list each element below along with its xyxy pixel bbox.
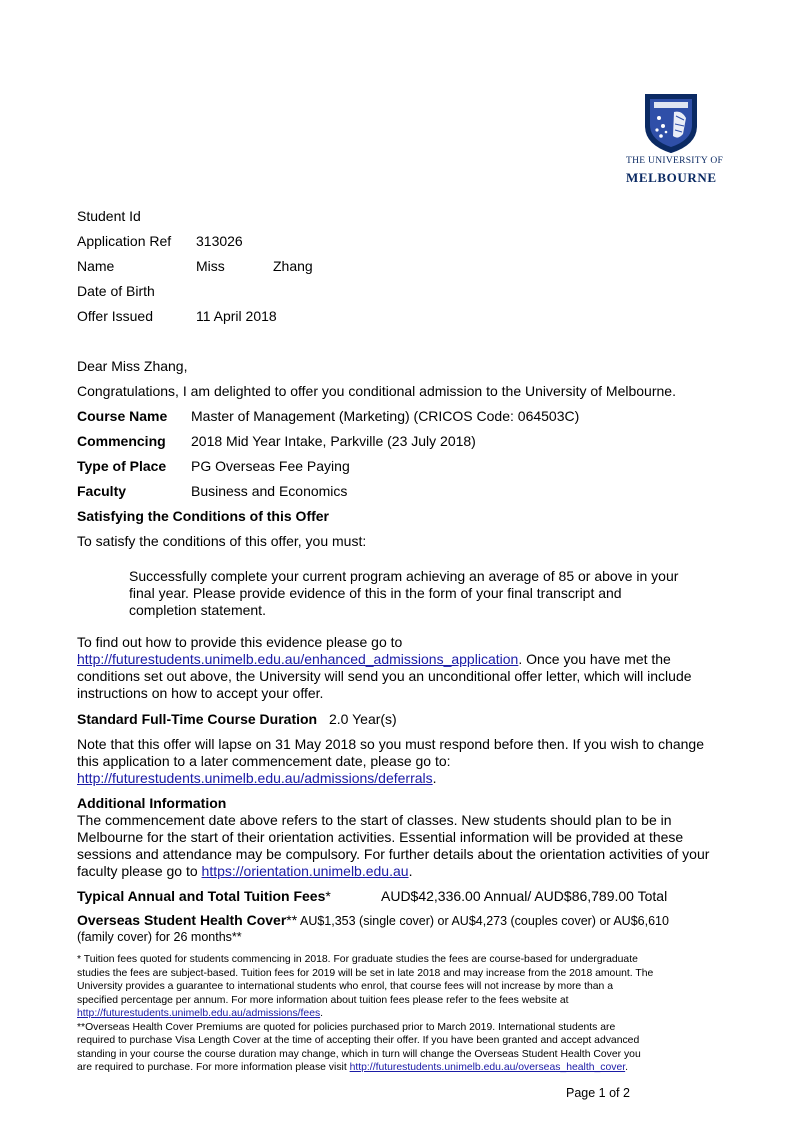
congratulations-text: Congratulations, I am delighted to offer you conditional admission to the University of Melbourne. <box>77 383 676 399</box>
evidence-line-3: conditions set out above, the University will send you an unconditional offer letter, which will include <box>77 668 692 684</box>
footnote-1-line-1: * Tuition fees quoted for students commencing in 2018. For graduate studies the fees are course-based for undergraduate <box>77 954 638 965</box>
additional-info-heading: Additional Information <box>77 795 227 811</box>
health-cover-link[interactable]: http://futurestudents.unimelb.edu.au/overseas_health_cover <box>349 1062 626 1073</box>
oshc-row <box>77 912 669 930</box>
footnote-1-line-3: University provides a guarantee to international students who enrol, that course fees will not increase by more than a <box>77 981 613 992</box>
oshc-line-2: (family cover) for 26 months** <box>77 930 242 944</box>
lapse-line-1: Note that this offer will lapse on 31 May 2018 so you must respond before then. If you wish to change <box>77 736 704 752</box>
lapse-line-3 <box>77 770 437 787</box>
tuition-fees-label: Typical Annual and Total Tuition Fees <box>77 888 326 904</box>
fees-link-suffix: . <box>320 1008 324 1019</box>
condition-line-2: final year. Please provide evidence of this in the form of your final transcript and <box>129 585 622 601</box>
duration-label: Standard Full-Time Course Duration <box>77 711 318 727</box>
duration-row <box>77 711 397 728</box>
additional-line-1: The commencement date above refers to the start of classes. New students should plan to be in <box>77 812 672 828</box>
conditions-heading: Satisfying the Conditions of this Offer <box>77 508 329 524</box>
footnote-1-line-4: specified percentage per annum. For more information about tuition fees please refer to the fees website at <box>77 994 569 1006</box>
additional-line-2: Melbourne for the start of their orientation activities. Essential information will be provided at these <box>77 829 684 845</box>
dob-label: Date of Birth <box>77 283 155 299</box>
additional-line-4-prefix: faculty please go to <box>77 863 202 879</box>
orientation-link[interactable]: https://orientation.unimelb.edu.au <box>201 863 409 879</box>
additional-line-3: sessions and attendance may be compulsory. For further details about the orientation activities of your <box>77 846 710 862</box>
evidence-line-2-rest: . Once you have met the <box>518 651 671 667</box>
footnote-2-line-1: **Overseas Health Cover Premiums are quoted for policies purchased prior to March 2019. International students are <box>77 1021 616 1033</box>
duration-value: 2.0 Year(s) <box>329 711 397 727</box>
student-id-label: Student Id <box>77 208 141 224</box>
type-of-place-value: PG Overseas Fee Paying <box>191 458 350 474</box>
offer-issued-label: Offer Issued <box>77 308 154 324</box>
tuition-fees-label-suffix: * <box>325 888 331 904</box>
logo-line1: THE UNIVERSITY OF <box>626 156 724 166</box>
condition-line-1: Successfully complete your current program achieving an average of 85 or above in your <box>129 568 679 584</box>
footnote-2-line-4 <box>77 1061 628 1075</box>
footnote-1-line-5 <box>77 1007 323 1021</box>
condition-line-3: completion statement. <box>129 602 266 618</box>
footnote-2-line-3: standing in your course the course duration may change, which in turn will change the Overseas Student Health Cover you <box>77 1048 641 1060</box>
lapse-line-2: this application to a later commencement date, please go to: <box>77 753 451 769</box>
orientation-link-suffix: . <box>408 863 413 879</box>
type-of-place-label: Type of Place <box>77 458 167 474</box>
footnote-2-line-2: required to purchase Visa Length Cover at the time of accepting their offer. If you have been granted and accept advanced <box>77 1035 640 1046</box>
fees-link[interactable]: http://futurestudents.unimelb.edu.au/admissions/fees <box>77 1008 321 1019</box>
offer-issued-value: 11 April 2018 <box>196 308 277 324</box>
additional-line-4 <box>77 863 412 880</box>
evidence-line-2 <box>77 651 671 668</box>
course-name-value: Master of Management (Marketing) (CRICOS Code: 064503C) <box>191 408 580 424</box>
page-number: Page 1 of 2 <box>566 1086 630 1100</box>
university-logo <box>622 92 722 188</box>
commencing-label: Commencing <box>77 433 166 449</box>
name-title: Miss <box>196 258 225 274</box>
oshc-label-suffix: ** <box>286 912 298 928</box>
faculty-label: Faculty <box>77 483 127 499</box>
crest-icon <box>642 92 700 154</box>
commencing-value: 2018 Mid Year Intake, Parkville (23 July 2018) <box>191 433 476 449</box>
application-ref-value: 313026 <box>196 233 243 249</box>
health-cover-link-suffix: . <box>625 1062 629 1073</box>
logo-line2: MELBOURNE <box>626 170 717 185</box>
name-surname: Zhang <box>273 258 313 274</box>
lapse-link-suffix: . <box>432 770 437 786</box>
tuition-fees-value: AUD$42,336.00 Annual/ AUD$86,789.00 Total <box>381 888 668 904</box>
name-label: Name <box>77 258 115 274</box>
deferrals-link[interactable]: http://futurestudents.unimelb.edu.au/admissions/deferrals <box>77 770 433 786</box>
application-ref-label: Application Ref <box>77 233 172 249</box>
conditions-intro: To satisfy the conditions of this offer, you must: <box>77 533 367 549</box>
faculty-value: Business and Economics <box>191 483 348 499</box>
footnote-1-line-2: studies the fees are subject-based. Tuition fees for 2019 will be set in late 2018 and may increase from the 2018 amount. The <box>77 967 654 979</box>
evidence-line-4: instructions on how to accept your offer. <box>77 685 324 701</box>
oshc-line-1: AU$1,353 (single cover) or AU$4,273 (couples cover) or AU$6,610 <box>297 914 669 928</box>
evidence-line-1: To find out how to provide this evidence please go to <box>77 634 403 650</box>
enhanced-admissions-link[interactable]: http://futurestudents.unimelb.edu.au/enhanced_admissions_application <box>77 651 519 667</box>
greeting: Dear Miss Zhang, <box>77 358 188 374</box>
oshc-label: Overseas Student Health Cover <box>77 912 287 928</box>
tuition-fees-row <box>77 888 331 905</box>
course-name-label: Course Name <box>77 408 168 424</box>
footnote-2-line-4-prefix: are required to purchase. For more information please visit <box>77 1062 350 1073</box>
